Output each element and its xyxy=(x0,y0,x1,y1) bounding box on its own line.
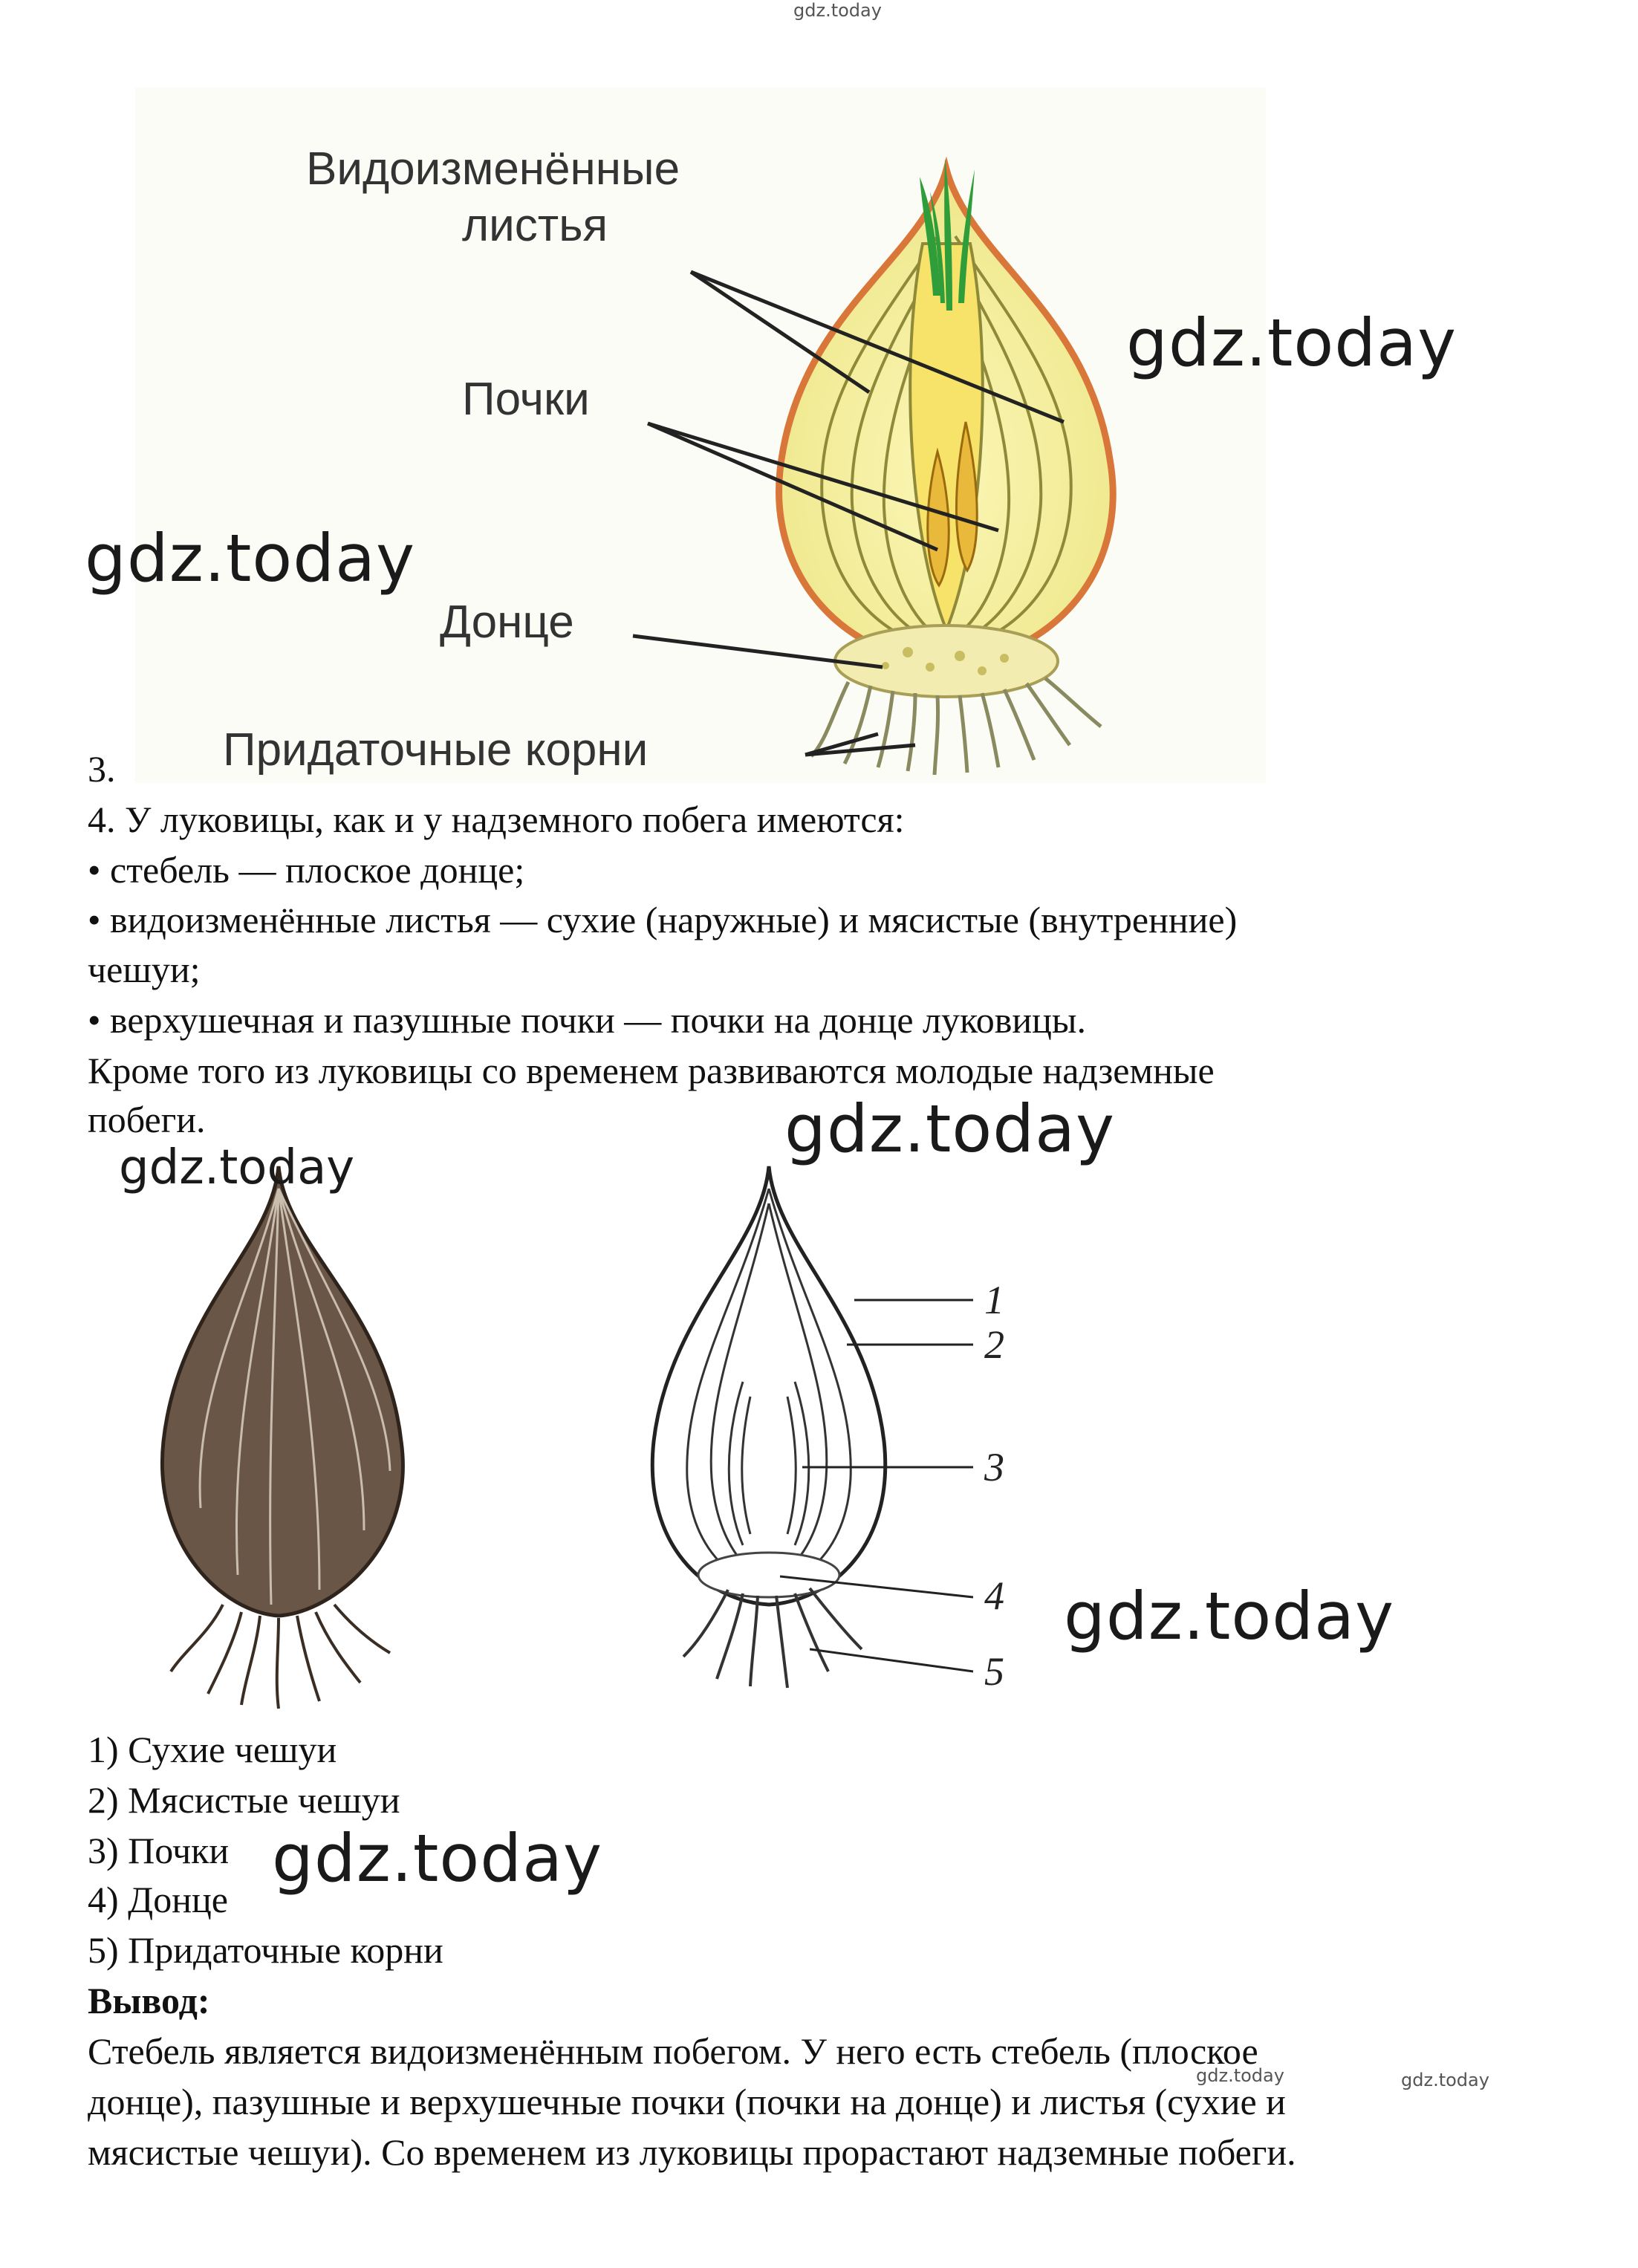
extra-line2: побеги. xyxy=(88,1099,206,1140)
fig2-number-2: 2 xyxy=(984,1322,1004,1367)
label-modified-leaves-2: листья xyxy=(462,200,608,251)
conclusion-title xyxy=(88,1976,210,2025)
watermark-small-1: gdz.today xyxy=(1196,2065,1284,2086)
onion-section-figure xyxy=(135,88,1266,783)
watermark-small-2: gdz.today xyxy=(1401,2070,1489,2090)
bullet-leaves-line2: чешуи; xyxy=(88,949,201,990)
fig2-number-3: 3 xyxy=(984,1445,1004,1489)
onion-section-diagram xyxy=(135,88,1266,783)
header-watermark: gdz.today xyxy=(793,0,882,21)
fig2-number-4: 4 xyxy=(984,1573,1004,1618)
legend-item-3: 3) Почки xyxy=(88,1830,230,1871)
conclusion-title-text: Вывод: xyxy=(88,1980,210,2021)
fig2-number-5: 5 xyxy=(984,1649,1004,1694)
watermark-4: gdz.today xyxy=(119,1140,355,1195)
watermark-3: gdz.today xyxy=(784,1091,1116,1167)
fig2-number-1: 1 xyxy=(984,1278,1004,1322)
watermark-1: gdz.today xyxy=(1126,305,1457,381)
conclusion-line-2: донце), пазушные и верхушечные почки (почки на донце) и листья (сухие и xyxy=(88,2081,1286,2122)
whole-bulb-drawing xyxy=(162,1166,403,1709)
legend-item-4: 4) Донце xyxy=(88,1879,228,1920)
conclusion-line-3: мясистые чешуи). Со временем из луковицы прорастают надземные побеги. xyxy=(88,2131,1296,2173)
item-4-intro: 4. У луковицы, как и у надземного побега имеются: xyxy=(88,799,905,840)
legend-item-1: 1) Сухие чешуи xyxy=(88,1729,337,1770)
conclusion-line-1: Стебель является видоизменённым побегом. У него есть стебель (плоское xyxy=(88,2030,1258,2072)
bullet-buds: • верхушечная и пазушные почки — почки на донце луковицы. xyxy=(88,999,1086,1041)
label-adventitious-roots: Придаточные корни xyxy=(223,724,649,776)
basal-plate xyxy=(835,626,1058,697)
bullet-stem: • стебель — плоское донце; xyxy=(88,849,525,891)
extra-line1: Кроме того из луковицы со временем развиваются молодые надземные xyxy=(88,1050,1215,1091)
label-modified-leaves-1: Видоизменённые xyxy=(306,143,680,195)
bulb-comparison-figure xyxy=(97,1159,1077,1723)
label-basal-plate: Донце xyxy=(440,597,574,648)
label-buds: Почки xyxy=(462,374,590,425)
bullet-leaves-line1: • видоизменённые листья — сухие (наружные) и мясистые (внутренние) xyxy=(88,899,1238,940)
watermark-2: gdz.today xyxy=(85,520,416,597)
item-3: 3. xyxy=(88,748,116,790)
watermark-5: gdz.today xyxy=(1064,1578,1395,1654)
watermark-6: gdz.today xyxy=(272,1820,603,1897)
legend-item-5: 5) Придаточные корни xyxy=(88,1929,443,1971)
bulb-section-drawing xyxy=(652,1166,1004,1694)
legend-item-2: 2) Мясистые чешуи xyxy=(88,1779,400,1821)
